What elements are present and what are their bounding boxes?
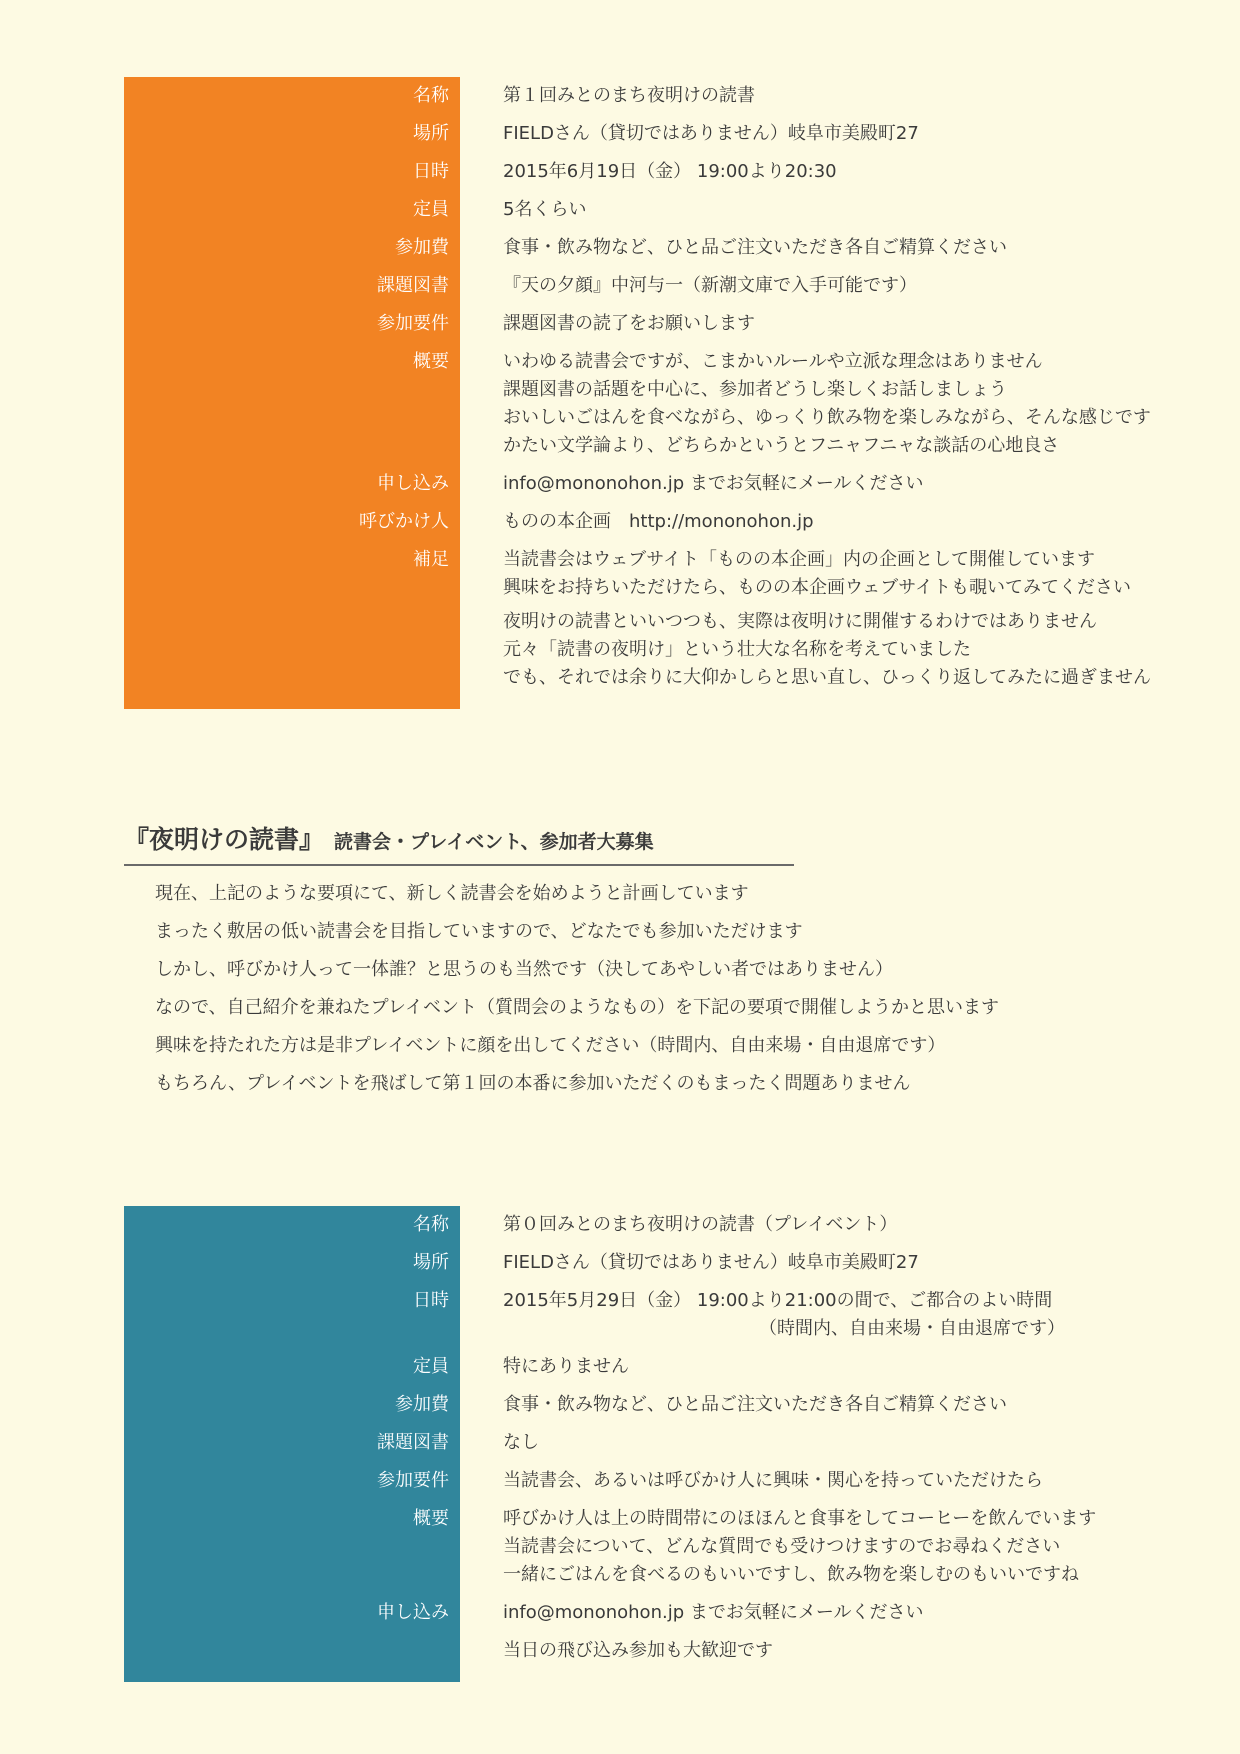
value-line: 興味をお持ちいただけたら、ものの本企画ウェブサイトも覗いてみてください — [503, 577, 1132, 598]
row-value — [503, 465, 924, 503]
row-label: 日時 — [413, 1290, 449, 1311]
row-label: 申し込み — [377, 1602, 449, 1623]
value-line: FIELDさん（貸切ではありません）岐阜市美殿町27 — [503, 1252, 919, 1273]
row-value — [503, 343, 1151, 465]
value-line: 2015年6月19日（金） 19:00より20:30 — [503, 161, 837, 182]
row-value — [503, 1206, 897, 1244]
row-label: 場所 — [413, 1252, 449, 1273]
row-label: 呼びかけ人 — [359, 511, 449, 532]
info-row — [124, 1206, 1224, 1244]
intro-paragraph: もちろん、プレイベントを飛ばして第１回の本番に参加いただくのもまったく問題ありません — [155, 1073, 911, 1094]
intro-paragraph: 興味を持たれた方は是非プレイベントに顔を出してください（時間内、自由来場・自由退席です） — [155, 1035, 946, 1056]
row-label: 名称 — [413, 1214, 449, 1235]
row-label: 定員 — [413, 199, 449, 220]
info-row — [124, 541, 1224, 697]
info-row — [124, 153, 1224, 191]
row-label: 申し込み — [377, 473, 449, 494]
section-heading — [124, 820, 794, 866]
value-line: 食事・飲み物など、ひと品ご注文いただき各自ご精算ください — [503, 237, 1007, 258]
value-line: 呼びかけ人は上の時間帯にのほほんと食事をしてコーヒーを飲んでいます — [503, 1508, 1097, 1529]
event1-panel — [0, 77, 1240, 709]
event0-rows — [124, 1206, 1224, 1670]
info-row — [124, 77, 1224, 115]
row-value — [503, 1632, 773, 1670]
info-row — [124, 191, 1224, 229]
value-line: 一緒にごはんを食べるのもいいですし、飲み物を楽しむのもいいですね — [503, 1564, 1079, 1585]
event0-panel — [0, 1206, 1240, 1682]
intro-paragraph: なので、自己紹介を兼ねたプレイベント（質問会のようなもの）を下記の要項で開催しようかと思います — [155, 997, 1000, 1018]
info-row — [124, 1500, 1224, 1594]
row-label: 場所 — [413, 123, 449, 144]
row-value — [503, 77, 755, 115]
value-line: 元々「読書の夜明け」という壮大な名称を考えていました — [503, 639, 971, 660]
value-line: おいしいごはんを食べながら、ゆっくり飲み物を楽しみながら、そんな感じです — [503, 407, 1151, 428]
intro-text — [155, 875, 1155, 1103]
info-row — [124, 1462, 1224, 1500]
value-line: info@mononohon.jp までお気軽にメールください — [503, 473, 924, 494]
row-value — [503, 1386, 1007, 1424]
info-row — [124, 1632, 1224, 1670]
row-value — [503, 1594, 924, 1632]
info-row — [124, 115, 1224, 153]
info-row — [124, 1348, 1224, 1386]
row-value — [503, 1348, 629, 1386]
row-value — [503, 191, 586, 229]
value-line: 当読書会、あるいは呼びかけ人に興味・関心を持っていただけたら — [503, 1470, 1043, 1491]
value-line: FIELDさん（貸切ではありません）岐阜市美殿町27 — [503, 123, 919, 144]
value-line: 特にありません — [503, 1356, 629, 1377]
value-line: 第０回みとのまち夜明けの読書（プレイベント） — [503, 1214, 898, 1235]
row-value — [503, 267, 917, 305]
intro-paragraph: まったく敷居の低い読書会を目指していますので、どなたでも参加いただけます — [155, 921, 803, 942]
value-line: かたい文学論より、どちらかというとフニャフニャな談話の心地良さ — [503, 435, 1060, 456]
value-line: （時間内、自由来場・自由退席です） — [759, 1318, 1065, 1339]
value-line: 課題図書の話題を中心に、参加者どうし楽しくお話しましょう — [503, 379, 1007, 400]
info-row — [124, 465, 1224, 503]
value-line: 食事・飲み物など、ひと品ご注文いただき各自ご精算ください — [503, 1394, 1007, 1415]
info-row — [124, 1424, 1224, 1462]
row-value — [503, 1424, 539, 1462]
info-row — [124, 503, 1224, 541]
value-line: 当日の飛び込み参加も大歓迎です — [503, 1640, 773, 1661]
info-row — [124, 1244, 1224, 1282]
intro-paragraph: しかし、呼びかけ人って一体誰？と思うのも当然です（決してあやしい者ではありません） — [155, 959, 893, 980]
value-line: 課題図書の読了をお願いします — [503, 313, 755, 334]
value-line: でも、それでは余りに大仰かしらと思い直し、ひっくり返してみたに過ぎません — [503, 667, 1151, 688]
value-line: 『天の夕顔』中河与一（新潮文庫で入手可能です） — [503, 275, 917, 296]
row-value — [503, 153, 837, 191]
row-value — [503, 503, 814, 541]
value-line: 当読書会はウェブサイト「ものの本企画」内の企画として開催しています — [503, 549, 1096, 570]
row-value — [503, 115, 919, 153]
info-row — [124, 343, 1224, 465]
row-label: 日時 — [413, 161, 449, 182]
value-line: 2015年5月29日（金） 19:00より21:00の間で、ご都合のよい時間 — [503, 1290, 1053, 1311]
info-row — [124, 1282, 1224, 1348]
row-value — [503, 305, 755, 343]
value-line: 第１回みとのまち夜明けの読書 — [503, 85, 755, 106]
event1-rows — [124, 77, 1224, 697]
value-line: 当読書会について、どんな質問でも受けつけますのでお尋ねください — [503, 1536, 1061, 1557]
info-row — [124, 267, 1224, 305]
info-row — [124, 229, 1224, 267]
row-label: 概要 — [413, 351, 449, 372]
row-label: 概要 — [413, 1508, 449, 1529]
row-label: 課題図書 — [377, 275, 449, 296]
row-label: 名称 — [413, 85, 449, 106]
row-label: 参加要件 — [377, 1470, 449, 1491]
value-line: 5名くらい — [503, 199, 587, 220]
row-value — [503, 1500, 1096, 1594]
row-value — [503, 1244, 919, 1282]
row-label: 補足 — [413, 549, 449, 570]
value-line: info@mononohon.jp までお気軽にメールください — [503, 1602, 924, 1623]
row-value — [503, 1462, 1043, 1500]
heading-subtitle: 読書会・プレイベント、参加者大募集 — [334, 831, 654, 853]
value-line: なし — [503, 1432, 539, 1453]
row-label: 定員 — [413, 1356, 449, 1377]
row-value — [503, 1282, 1065, 1348]
row-label: 参加費 — [395, 237, 449, 258]
value-line: ものの本企画 http://mononohon.jp — [503, 511, 814, 532]
row-value — [503, 229, 1007, 267]
value-line: いわゆる読書会ですが、こまかいルールや立派な理念はありません — [503, 351, 1043, 372]
row-label: 課題図書 — [377, 1432, 449, 1453]
info-row — [124, 1386, 1224, 1424]
intro-paragraph: 現在、上記のような要項にて、新しく読書会を始めようと計画しています — [155, 883, 749, 904]
row-value — [503, 541, 1151, 697]
heading-title: 『夜明けの読書』 — [124, 825, 325, 854]
info-row — [124, 305, 1224, 343]
row-label: 参加要件 — [377, 313, 449, 334]
row-label: 参加費 — [395, 1394, 449, 1415]
value-line: 夜明けの読書といいつつも、実際は夜明けに開催するわけではありません — [503, 611, 1097, 632]
info-row — [124, 1594, 1224, 1632]
